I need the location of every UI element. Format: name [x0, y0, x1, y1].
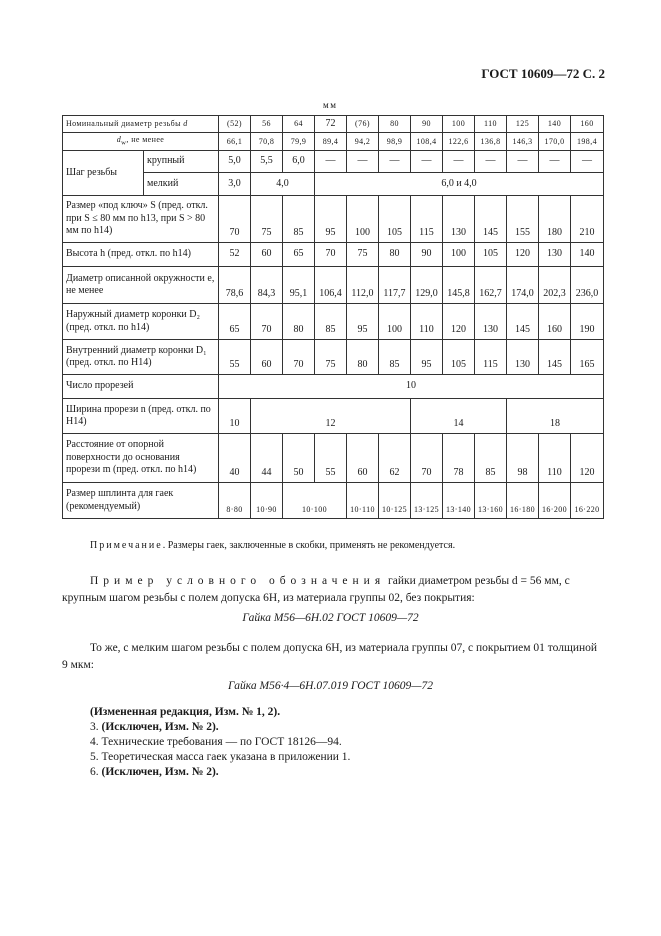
h-cell: 140 [571, 243, 604, 267]
dw-cell: 98,9 [379, 133, 411, 151]
pin-cell: 16·200 [539, 483, 571, 519]
page-header: ГОСТ 10609—72 С. 2 [481, 66, 605, 81]
pin-cell: 13·140 [443, 483, 475, 519]
s-label-cell: Размер «под ключ» S (пред. откл. при S ≤ 80 мм по h13, при S > 80 мм по h14) [63, 196, 219, 243]
d2-cell: 145 [507, 304, 539, 340]
slots-label-cell: Число прорезей [63, 375, 219, 399]
coarse-cell: 5,5 [251, 151, 283, 173]
item-5: 5. Теоретическая масса гаек указана в приложении 1. [90, 751, 351, 763]
e-cell: 129,0 [411, 267, 443, 304]
d2-cell: 95 [347, 304, 379, 340]
h-cell: 120 [507, 243, 539, 267]
d1-cell: 55 [219, 340, 251, 375]
coarse-label-cell: крупный [144, 151, 219, 173]
d1-cell: 75 [315, 340, 347, 375]
h-cell: 80 [379, 243, 411, 267]
m-cell: 70 [411, 434, 443, 483]
dw-cell: 70,8 [251, 133, 283, 151]
s-cell: 155 [507, 196, 539, 243]
pin-label-cell: Размер шплинта для гаек (рекомендуемый) [63, 483, 219, 519]
designation-1: Гайка М56—6Н.02 ГОСТ 10609—72 [242, 612, 419, 624]
coarse-cell: 6,0 [283, 151, 315, 173]
table-note: Примечание. Размеры гаек, заключенные в скобки, применять не рекомендуется. [90, 540, 456, 551]
e-cell: 162,7 [475, 267, 507, 304]
m-cell: 50 [283, 434, 315, 483]
e-label-cell: Диаметр описанной окружности e, не менее [63, 267, 219, 304]
pin-cell: 10·100 [283, 483, 347, 519]
pin-cell: 8·80 [219, 483, 251, 519]
h-cell: 65 [283, 243, 315, 267]
row-pin [63, 483, 604, 519]
row-d2 [63, 304, 604, 340]
row-e [63, 267, 604, 304]
row-d1 [63, 340, 604, 375]
n-label-cell: Ширина прорези n (пред. откл. по H14) [63, 399, 219, 434]
dw-cell: 170,0 [539, 133, 571, 151]
nominal-label-cell: Номинальный диаметр резьбы d [63, 116, 219, 133]
d1-label-cell: Внутренний диаметр коронки D₁ (пред. откл. по H14) [63, 340, 219, 375]
coarse-cell: — [315, 151, 347, 173]
coarse-cell: — [443, 151, 475, 173]
s-cell: 145 [475, 196, 507, 243]
d2-cell: 70 [251, 304, 283, 340]
m-cell: 78 [443, 434, 475, 483]
items-list [90, 705, 350, 780]
m-label-cell: Расстояние от опорной поверхности до основания прорези m (пред. откл. по h14) [63, 434, 219, 483]
dimensions-table [62, 115, 604, 519]
pin-cell: 10·110 [347, 483, 379, 519]
nominal-cell: 125 [507, 116, 539, 133]
s-cell: 105 [379, 196, 411, 243]
coarse-cell: — [475, 151, 507, 173]
coarse-cell: — [507, 151, 539, 173]
h-cell: 90 [411, 243, 443, 267]
s-cell: 75 [251, 196, 283, 243]
e-cell: 95,1 [283, 267, 315, 304]
h-cell: 100 [443, 243, 475, 267]
d1-cell: 95 [411, 340, 443, 375]
row-coarse [63, 151, 604, 173]
coarse-cell: — [411, 151, 443, 173]
d2-cell: 190 [571, 304, 604, 340]
s-cell: 100 [347, 196, 379, 243]
s-cell: 115 [411, 196, 443, 243]
nominal-cell: (52) [219, 116, 251, 133]
pin-cell: 13·125 [411, 483, 443, 519]
dw-cell: 108,4 [411, 133, 443, 151]
designation-2: Гайка М56·4—6Н.07.019 ГОСТ 10609—72 [228, 680, 433, 692]
d2-label-cell: Наружный диаметр коронки D₂ (пред. откл. по h14) [63, 304, 219, 340]
h-label-cell: Высота h (пред. откл. по h14) [63, 243, 219, 267]
pin-cell: 16·220 [571, 483, 604, 519]
dw-cell: 136,8 [475, 133, 507, 151]
item-4: 4. Технические требования — по ГОСТ 18126—94. [90, 736, 342, 748]
fine-cell: 4,0 [251, 173, 315, 196]
dw-cell: 122,6 [443, 133, 475, 151]
d2-cell: 120 [443, 304, 475, 340]
m-cell: 44 [251, 434, 283, 483]
e-cell: 84,3 [251, 267, 283, 304]
m-cell: 60 [347, 434, 379, 483]
h-cell: 130 [539, 243, 571, 267]
m-cell: 40 [219, 434, 251, 483]
item-6: 6. (Исключен, Изм. № 2). [90, 766, 219, 778]
fine-label-cell: мелкий [144, 173, 219, 196]
dw-cell: 146,3 [507, 133, 539, 151]
e-cell: 202,3 [539, 267, 571, 304]
nominal-cell: 90 [411, 116, 443, 133]
pin-cell: 13·160 [475, 483, 507, 519]
h-cell: 105 [475, 243, 507, 267]
d2-cell: 85 [315, 304, 347, 340]
nominal-cell: 80 [379, 116, 411, 133]
d1-cell: 80 [347, 340, 379, 375]
coarse-cell: — [539, 151, 571, 173]
n-cell: 18 [507, 399, 604, 434]
dw-cell: 79,9 [283, 133, 315, 151]
slots-cell: 10 [219, 375, 604, 399]
d2-cell: 80 [283, 304, 315, 340]
dw-cell: 89,4 [315, 133, 347, 151]
item-3: 3. (Исключен, Изм. № 2). [90, 721, 219, 733]
row-h [63, 243, 604, 267]
m-cell: 62 [379, 434, 411, 483]
n-cell: 12 [251, 399, 411, 434]
n-cell: 10 [219, 399, 251, 434]
nominal-cell: 160 [571, 116, 604, 133]
row-s [63, 196, 604, 243]
e-cell: 145,8 [443, 267, 475, 304]
d2-cell: 130 [475, 304, 507, 340]
nominal-cell: 72 [315, 116, 347, 133]
unit-label: мм [323, 100, 338, 110]
e-cell: 174,0 [507, 267, 539, 304]
m-cell: 55 [315, 434, 347, 483]
coarse-cell: — [379, 151, 411, 173]
m-cell: 120 [571, 434, 604, 483]
nominal-cell: 110 [475, 116, 507, 133]
h-cell: 75 [347, 243, 379, 267]
d2-cell: 100 [379, 304, 411, 340]
row-dw [63, 133, 604, 151]
fine-cell: 3,0 [219, 173, 251, 196]
d2-cell: 160 [539, 304, 571, 340]
nominal-cell: 140 [539, 116, 571, 133]
fine-cell: 6,0 и 4,0 [315, 173, 604, 196]
nominal-cell: 56 [251, 116, 283, 133]
s-cell: 85 [283, 196, 315, 243]
e-cell: 112,0 [347, 267, 379, 304]
nominal-cell: 100 [443, 116, 475, 133]
coarse-cell: — [347, 151, 379, 173]
d1-cell: 165 [571, 340, 604, 375]
e-cell: 117,7 [379, 267, 411, 304]
pitch-label-cell: Шаг резьбы [63, 151, 144, 196]
m-cell: 110 [539, 434, 571, 483]
h-cell: 60 [251, 243, 283, 267]
m-cell: 98 [507, 434, 539, 483]
pin-cell: 16·180 [507, 483, 539, 519]
e-cell: 78,6 [219, 267, 251, 304]
s-cell: 70 [219, 196, 251, 243]
s-cell: 95 [315, 196, 347, 243]
d1-cell: 60 [251, 340, 283, 375]
d2-cell: 65 [219, 304, 251, 340]
pin-cell: 10·90 [251, 483, 283, 519]
changed-edition: (Измененная редакция, Изм. № 1, 2). [90, 706, 281, 718]
row-n [63, 399, 604, 434]
d1-cell: 115 [475, 340, 507, 375]
example-paragraph: Пример условного обозначения гайки диаметром резьбы d = 56 мм, с крупным шагом резьбы с полем допуска 6H, из материала группы 02, без покрытия: [62, 575, 570, 604]
row-fine [63, 173, 604, 196]
n-cell: 14 [411, 399, 507, 434]
nominal-cell: 64 [283, 116, 315, 133]
dw-label-cell: $d_w$, не менее [63, 133, 219, 151]
dw-cell: 66,1 [219, 133, 251, 151]
coarse-cell: — [571, 151, 604, 173]
example2-paragraph: То же, с мелким шагом резьбы с полем допуска 6Н, из материала группы 07, с покрытием 01 толщиной 9 мкм: [62, 642, 598, 671]
coarse-cell: 5,0 [219, 151, 251, 173]
row-slots [63, 375, 604, 399]
h-cell: 70 [315, 243, 347, 267]
dw-cell: 198,4 [571, 133, 604, 151]
nominal-cell: (76) [347, 116, 379, 133]
e-cell: 236,0 [571, 267, 604, 304]
s-cell: 130 [443, 196, 475, 243]
dw-cell: 94,2 [347, 133, 379, 151]
e-cell: 106,4 [315, 267, 347, 304]
d2-cell: 110 [411, 304, 443, 340]
d1-cell: 70 [283, 340, 315, 375]
s-cell: 210 [571, 196, 604, 243]
d1-cell: 145 [539, 340, 571, 375]
s-cell: 180 [539, 196, 571, 243]
d1-cell: 105 [443, 340, 475, 375]
m-cell: 85 [475, 434, 507, 483]
d1-cell: 85 [379, 340, 411, 375]
h-cell: 52 [219, 243, 251, 267]
row-m [63, 434, 604, 483]
row-nominal [63, 116, 604, 133]
pin-cell: 10·125 [379, 483, 411, 519]
d1-cell: 130 [507, 340, 539, 375]
